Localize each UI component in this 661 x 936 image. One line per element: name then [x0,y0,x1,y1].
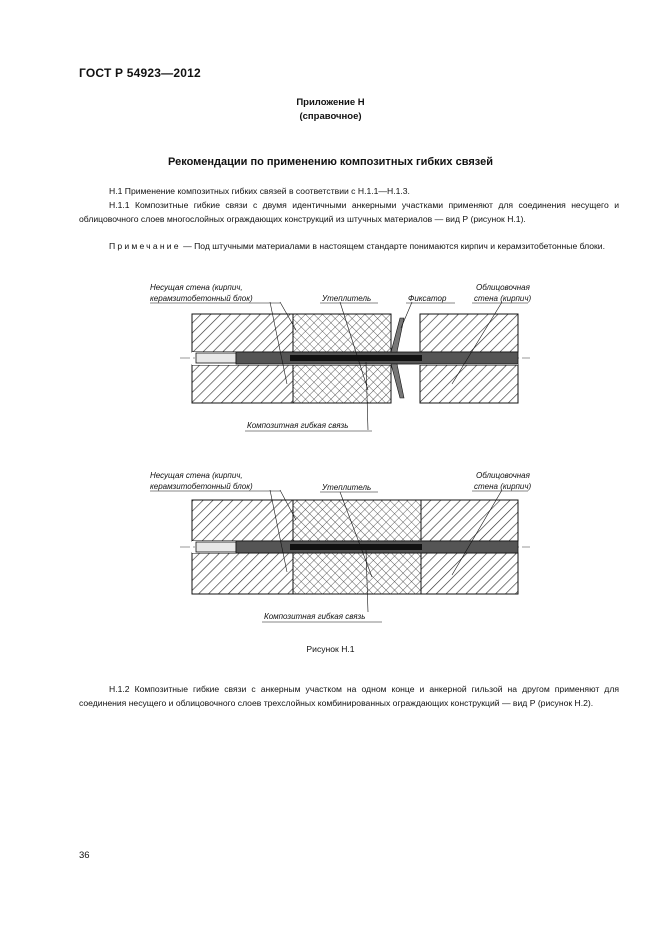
fig1-label-tie: Композитная гибкая связь [247,421,349,430]
appendix-kind: (справочное) [299,111,362,122]
facing-wall-upper [421,500,518,541]
bearing-wall-lower [192,365,293,403]
bearing-wall-upper [192,314,293,352]
figure-1-drawing [0,270,661,440]
fig1-label-facing-line1: Облицовочная [476,283,530,292]
fig1-label-bearing-line2: керамзитобетонный блок) [150,294,253,303]
figure-2-drawing [0,462,661,632]
fig1-label-bearing-line1: Несущая стена (кирпич, [150,283,243,292]
section-title: Рекомендации по применению композитных гибких связей [168,156,493,168]
paragraph-h1-1: Н.1.1 Композитные гибкие связи с двумя идентичными анкерными участками применяют для соединения несущего и облицовочного слоев многослойных ограждающих конструкций из штучных материалов — вид Р (рисунок Н.1). [79,200,619,225]
fig2-label-facing-line2: стена (кирпич) [474,482,532,491]
insulation-lower [293,365,391,403]
insulation-lower [293,553,421,594]
fig1-label-insulation: Утеплитель [322,294,372,303]
note-label: Примечание [109,241,181,251]
bearing-wall-lower [192,553,293,594]
paragraph-h1: Н.1 Применение композитных гибких связей в соответствии с Н.1.1—Н.1.3. [109,186,410,196]
facing-wall-lower [420,365,518,403]
fig1-label-fixator: Фиксатор [408,294,447,303]
facing-wall-upper [420,314,518,352]
paragraph-h1-2: Н.1.2 Композитные гибкие связи с анкерным участком на одном конце и анкерной гильзой на другом применяют для соединения несущего и облицовочного слоев трехслойных комбинированных ограждающих конструкций — вид Р (рисунок Н.2). [79,684,619,709]
fig1-label-facing-line2: стена (кирпич) [474,294,532,303]
figure-caption: Рисунок Н.1 [306,644,355,654]
insulation-upper [293,314,391,352]
note [79,239,619,253]
appendix-title: Приложение Н [296,97,365,108]
fig2-label-bearing-line1: Несущая стена (кирпич, [150,471,243,480]
appendix-heading [0,96,661,124]
note-text: — Под штучными материалами в настоящем стандарте понимаются кирпич и керамзитобетонные блоки. [180,241,605,251]
facing-wall-lower [421,553,518,594]
fig2-label-bearing-line2: керамзитобетонный блок) [150,482,253,491]
fixator [391,318,404,352]
insulation-upper [293,500,421,541]
page-number: 36 [79,850,90,861]
fig2-label-tie: Композитная гибкая связь [264,612,366,621]
document-code: ГОСТ Р 54923—2012 [79,66,201,80]
fig2-label-insulation: Утеплитель [322,483,372,492]
fig2-label-facing-line1: Облицовочная [476,471,530,480]
bearing-wall-upper [192,500,293,541]
